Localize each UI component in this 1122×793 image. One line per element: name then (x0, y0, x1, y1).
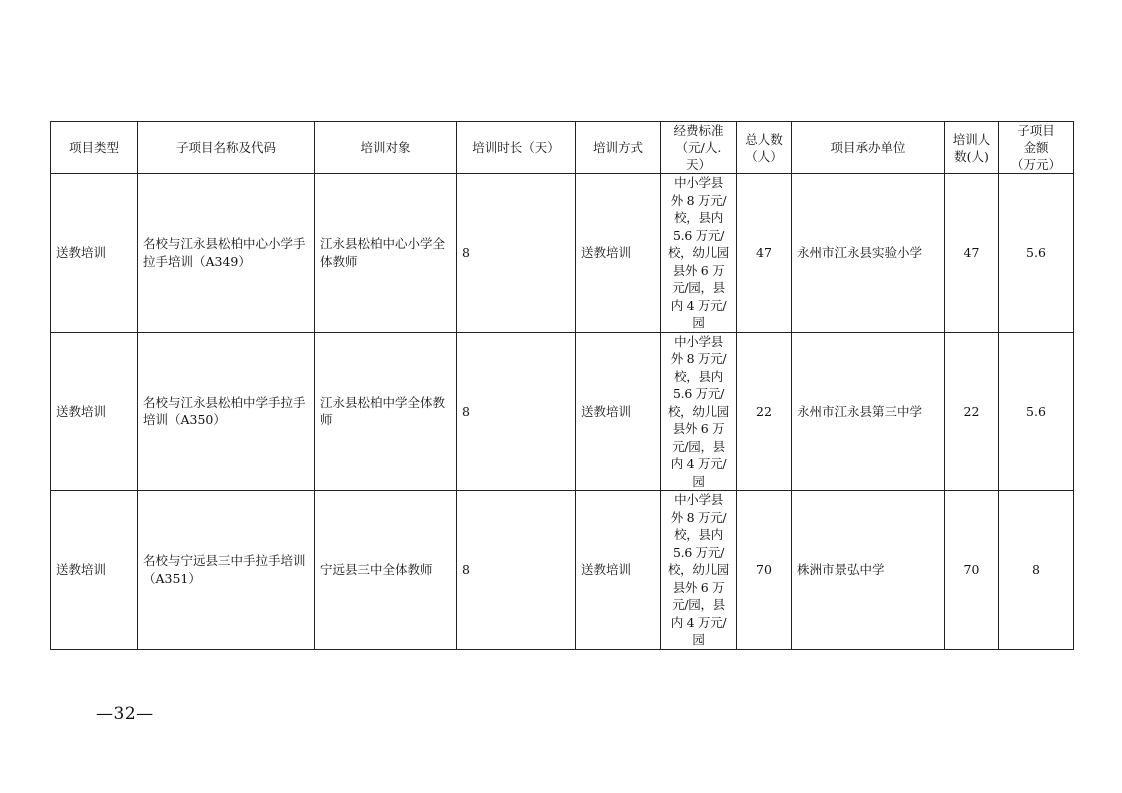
fee-line: 中小学县 (674, 333, 723, 349)
cell-total: 70 (737, 491, 792, 650)
fee-line: 园 (692, 315, 705, 330)
header-name: 子项目名称及代码 (138, 122, 315, 174)
header-trainees-line: 培训人 (952, 131, 991, 147)
header-total (737, 122, 792, 174)
cell-name: 名校与江永县松柏中心小学手拉手培训（A349） (138, 174, 315, 333)
header-trainees-line: 数(人) (954, 148, 989, 164)
cell-unit: 株洲市景弘中学 (792, 491, 945, 650)
cell-trainees: 47 (945, 174, 999, 333)
header-amount-line: （万元） (1010, 157, 1061, 172)
header-amount-line: 金额 (1023, 140, 1049, 155)
header-trainees (945, 122, 999, 174)
cell-unit: 永州市江永县实验小学 (792, 174, 945, 333)
cell-fee (661, 174, 737, 333)
fee-line: 中小学县 (674, 175, 723, 190)
fee-line: 内 4 万元/ (670, 456, 727, 471)
cell-total: 47 (737, 174, 792, 333)
cell-type: 送教培训 (51, 332, 138, 491)
cell-total: 22 (737, 332, 792, 491)
fee-line: 内 4 万元/ (670, 297, 727, 313)
fee-line: 园 (692, 473, 705, 489)
cell-target: 江永县松柏中心小学全体教师 (315, 174, 457, 333)
page-number: —32— (96, 704, 154, 724)
cell-duration: 8 (457, 491, 576, 650)
fee-line: 元/园，县 (672, 280, 725, 295)
fee-line: 园 (692, 632, 705, 647)
fee-line: 5.6 万元/ (673, 544, 724, 560)
fee-line: 校，幼儿园 (667, 403, 729, 419)
header-total-line: （人） (745, 148, 783, 164)
fee-line: 校，县内 (674, 368, 723, 384)
cell-method: 送教培训 (576, 491, 661, 650)
cell-fee (661, 491, 737, 650)
header-fee-line: （元/人. (675, 140, 722, 155)
cell-target: 宁远县三中全体教师 (315, 491, 457, 650)
header-fee (661, 122, 737, 174)
header-amount-line: 子项目 (1017, 123, 1055, 138)
cell-type: 送教培训 (51, 491, 138, 650)
header-duration: 培训时长（天） (457, 122, 576, 174)
fee-line: 县外 6 万 (672, 579, 725, 595)
training-projects-table (50, 121, 1074, 650)
table-row (51, 174, 1074, 333)
fee-line: 5.6 万元/ (673, 227, 724, 243)
header-fee-line: 经费标准 (673, 123, 724, 138)
cell-amount: 5.6 (999, 332, 1074, 491)
cell-name: 名校与江永县松柏中学手拉手培训（A350） (138, 332, 315, 491)
cell-method: 送教培训 (576, 332, 661, 491)
cell-method: 送教培训 (576, 174, 661, 333)
fee-line: 外 8 万元/ (670, 509, 727, 525)
fee-line: 中小学县 (674, 492, 723, 507)
cell-duration: 8 (457, 174, 576, 333)
fee-line: 校，幼儿园 (667, 245, 729, 260)
header-unit: 项目承办单位 (792, 122, 945, 174)
cell-type: 送教培训 (51, 174, 138, 333)
fee-line: 元/园，县 (672, 438, 725, 454)
cell-duration: 8 (457, 332, 576, 491)
table-header-row (51, 122, 1074, 174)
cell-amount: 8 (999, 491, 1074, 650)
table-row (51, 491, 1074, 650)
header-fee-line: 天） (685, 157, 711, 172)
cell-amount: 5.6 (999, 174, 1074, 333)
header-amount (999, 122, 1074, 174)
fee-line: 校，县内 (674, 527, 723, 542)
fee-line: 县外 6 万 (672, 421, 725, 436)
fee-line: 县外 6 万 (672, 262, 725, 278)
cell-trainees: 22 (945, 332, 999, 491)
fee-line: 外 8 万元/ (670, 192, 727, 208)
fee-line: 校，县内 (674, 210, 723, 225)
fee-line: 校，幼儿园 (667, 562, 729, 577)
table-row (51, 332, 1074, 491)
header-target: 培训对象 (315, 122, 457, 174)
header-method: 培训方式 (576, 122, 661, 174)
cell-target: 江永县松柏中学全体教师 (315, 332, 457, 491)
fee-line: 外 8 万元/ (670, 351, 727, 366)
cell-fee (661, 332, 737, 491)
fee-line: 元/园，县 (672, 597, 725, 612)
cell-unit: 永州市江永县第三中学 (792, 332, 945, 491)
cell-trainees: 70 (945, 491, 999, 650)
cell-name: 名校与宁远县三中手拉手培训（A351） (138, 491, 315, 650)
header-total-line: 总人数 (745, 131, 783, 147)
header-type: 项目类型 (51, 122, 138, 174)
fee-line: 5.6 万元/ (673, 386, 724, 401)
fee-line: 内 4 万元/ (670, 614, 727, 630)
